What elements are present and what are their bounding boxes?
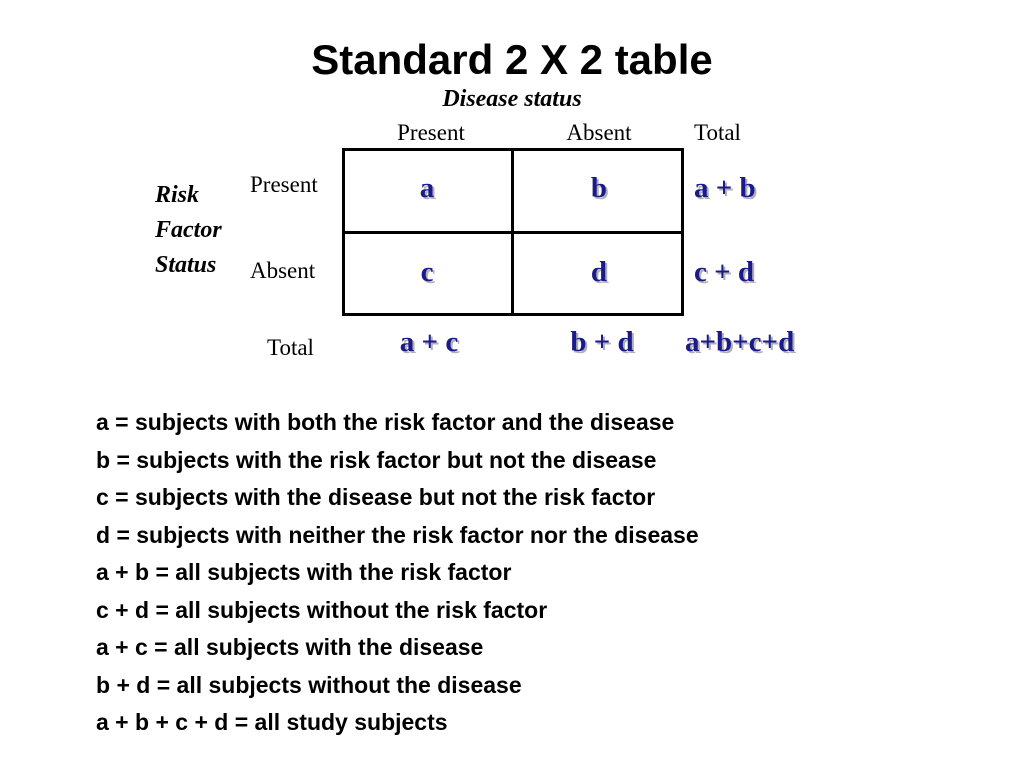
risk-factor-status-label: Risk Factor Status (155, 182, 222, 278)
definition-item: a + c = all subjects with the disease (96, 634, 484, 660)
cell-c: c (420, 256, 434, 288)
column-header-present: Present (397, 120, 465, 145)
row-header-present: Present (250, 172, 318, 197)
cell-total-b-plus-d: b + d (570, 326, 634, 358)
cell-total-c-plus-d: c + d (694, 256, 755, 288)
column-header-absent: Absent (566, 120, 632, 145)
definition-item: c + d = all subjects without the risk factor (96, 596, 548, 623)
definition-item: a = subjects with both the risk factor and the disease (96, 409, 675, 435)
definition-item: c = subjects with the disease but not the risk factor (96, 484, 656, 510)
definition-item: a + b = all subjects with the risk factor (96, 559, 512, 585)
cell-d: d (590, 256, 608, 288)
cell-total-a-plus-b: a + b (694, 172, 756, 204)
column-header-total: Total (694, 120, 741, 145)
row-header-total: Total (267, 335, 314, 360)
row-header-absent: Absent (250, 258, 316, 283)
cell-grand-total: a+b+c+d (685, 326, 795, 358)
cell-b: b (590, 172, 608, 204)
definition-item: b = subjects with the risk factor but not the disease (96, 446, 657, 473)
definitions-list (96, 404, 699, 742)
cell-total-a-plus-c: a + c (399, 326, 459, 358)
definition-item: d = subjects with neither the risk factor nor the disease (96, 521, 699, 548)
definition-item: a + b + c + d = all study subjects (96, 709, 448, 735)
disease-status-header: Disease status (442, 86, 582, 112)
grid-horizontal-divider (342, 231, 684, 234)
slide-title: Standard 2 X 2 table (311, 36, 713, 83)
definition-item: b + d = all subjects without the disease (96, 671, 522, 698)
cell-a: a (419, 172, 435, 204)
